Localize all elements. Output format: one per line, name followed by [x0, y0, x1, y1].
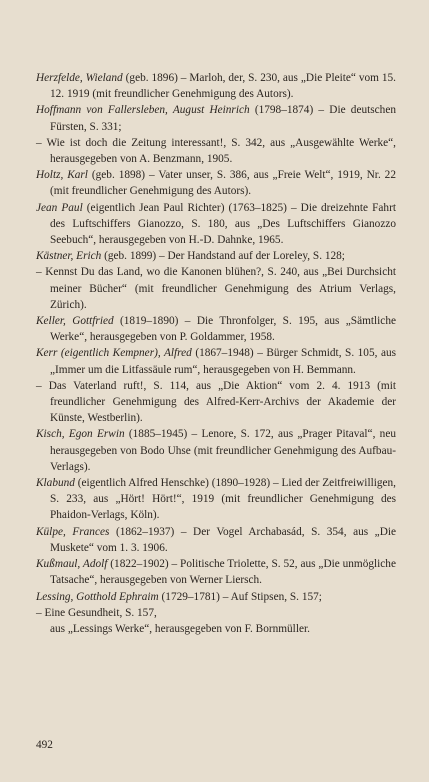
author-name: Jean Paul: [36, 201, 83, 214]
author-name: Kerr (eigentlich Kempner), Alfred: [36, 347, 192, 360]
entry-continuation: aus „Lessings Werke“, herausgegeben von F. Bornmüller.: [50, 622, 310, 635]
entry-text: (geb. 1899) – Der Handstand auf der Loreley, S. 128;: [101, 250, 345, 263]
author-name: Kisch, Egon Erwin: [36, 428, 125, 441]
index-entries: [36, 70, 396, 637]
index-entry: [36, 589, 396, 638]
entry-text: (geb. 1896) – Marloh, der, S. 230, aus „Die Pleite“ vom 15. 12. 1919 (mit freundlicher Genehmigung des Autors).: [50, 72, 396, 101]
entry-continuation: – Eine Gesundheit, S. 157,: [36, 606, 157, 619]
entry-text: (geb. 1898) – Vater unser, S. 386, aus „Freie Welt“, 1919, Nr. 22 (mit freundlicher Genehmigung des Autors).: [50, 169, 396, 198]
entry-text: (eigentlich Jean Paul Richter) (1763–1825) – Die dreizehnte Fahrt des Luftschiffers Gianozzo, S. 180, aus „Des Luftschiffers Gianozzo Seebuch“, herausgegeben von H.-D. Dahnke, 1965.: [50, 201, 396, 247]
entry-continuation: – Das Vaterland ruft!, S. 114, aus „Die Aktion“ vom 2. 4. 1913 (mit freundlicher Genehmigung des Alfred-Kerr-Archivs der Akademie der Künste, Westberlin).: [36, 379, 396, 425]
index-entry: [36, 426, 396, 475]
author-name: Hoffmann von Fallersleben, August Heinrich: [36, 104, 250, 117]
author-name: Holtz, Karl: [36, 169, 88, 182]
author-name: Keller, Gottfried: [36, 315, 114, 328]
entry-text: (1819–1890) – Die Thronfolger, S. 195, aus „Sämtliche Werke“, herausgegeben von P. Goldammer, 1958.: [50, 315, 396, 344]
index-entry: [36, 475, 396, 524]
entry-text: (1798–1874) – Die deutschen Fürsten, S. 331;: [50, 104, 396, 133]
index-entry: [36, 70, 396, 102]
index-entry: [36, 102, 396, 167]
index-entry: [36, 248, 396, 313]
index-entry: [36, 200, 396, 249]
page-number: 492: [36, 739, 53, 751]
index-entry: [36, 313, 396, 345]
index-entry: [36, 167, 396, 199]
author-name: Külpe, Frances: [36, 525, 110, 538]
author-name: Klabund: [36, 477, 75, 490]
author-name: Kästner, Erich: [36, 250, 102, 263]
entry-text: (1729–1781) – Auf Stipsen, S. 157;: [158, 590, 322, 603]
entry-text: (1862–1937) – Der Vogel Archabasád, S. 354, aus „Die Muskete“ vom 1. 3. 1906.: [50, 525, 397, 554]
entry-text: (1822–1902) – Politische Triolette, S. 52, aus „Die unmögliche Tatsache“, herausgegeben von Werner Liersch.: [50, 558, 396, 587]
index-entry: [36, 524, 396, 556]
entry-text: (eigentlich Alfred Henschke) (1890–1928) – Lied der Zeitfreiwilligen, S. 233, aus „Hört! Hört!“, 1919 (mit freundlicher Genehmigung des Phaidon-Verlags, Köln).: [50, 477, 396, 522]
index-entry: [36, 556, 396, 588]
entry-continuation: – Wie ist doch die Zeitung interessant!, S. 342, aus „Ausgewählte Werke“, herausgegeben von A. Benzmann, 1905.: [36, 136, 396, 166]
author-name: Kußmaul, Adolf: [36, 558, 108, 571]
index-entry: [36, 345, 396, 426]
author-name: Herzfelde, Wieland: [36, 72, 123, 84]
entry-continuation: – Kennst Du das Land, wo die Kanonen blühen?, S. 240, aus „Bei Durchsicht meiner Bücher“ (mit freundlicher Genehmigung des Atrium Verlags, Zürich).: [36, 266, 396, 311]
entry-text: (1867–1948) – Bürger Schmidt, S. 105, aus „Immer um die Litfassäule rum“, herausgegeben von H. Bemmann.: [50, 347, 396, 376]
author-name: Lessing, Gotthold Ephraim: [36, 590, 159, 603]
entry-text: (1885–1945) – Lenore, S. 172, aus „Prager Pitaval“, neu herausgegeben von Bodo Uhse (mit freundlicher Genehmigung des Aufbau-Verlags).: [50, 428, 396, 473]
